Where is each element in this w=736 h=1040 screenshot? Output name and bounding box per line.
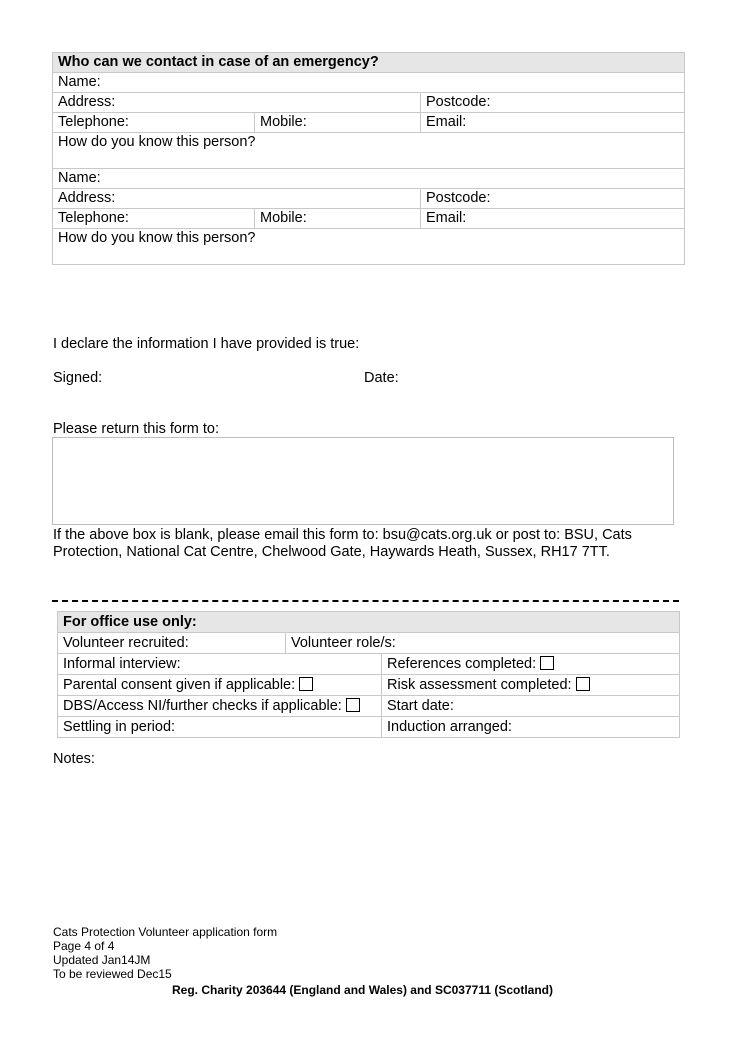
settling-in-field[interactable]: Settling in period: — [58, 717, 382, 738]
dbs-checks-cell — [58, 696, 382, 717]
references-completed-cell — [382, 654, 680, 675]
references-completed-checkbox[interactable] — [540, 656, 554, 670]
footer-charity-registration: Reg. Charity 203644 (England and Wales) and SC037711 (Scotland) — [172, 983, 554, 997]
contact2-relationship-field[interactable]: How do you know this person? — [53, 229, 685, 265]
start-date-field[interactable]: Start date: — [382, 696, 680, 717]
footer-review-date: To be reviewed Dec15 — [53, 967, 172, 981]
office-use-table — [57, 611, 680, 738]
return-fallback-line2: Protection, National Cat Centre, Chelwood Gate, Haywards Heath, Sussex, RH17 7TT. — [53, 544, 610, 560]
signed-label: Signed: — [53, 370, 103, 386]
contact2-address-field[interactable]: Address: — [53, 189, 421, 209]
volunteer-recruited-field[interactable]: Volunteer recruited: — [58, 633, 286, 654]
date-field[interactable] — [402, 366, 672, 388]
informal-interview-field[interactable]: Informal interview: — [58, 654, 382, 675]
office-heading: For office use only: — [58, 612, 680, 633]
footer-updated: Updated Jan14JM — [53, 953, 151, 967]
parental-consent-cell — [58, 675, 382, 696]
contact2-mobile-field[interactable]: Mobile: — [255, 209, 421, 229]
contact1-relationship-field[interactable]: How do you know this person? — [53, 133, 685, 169]
date-label: Date: — [364, 370, 399, 386]
contact2-postcode-field[interactable]: Postcode: — [421, 189, 685, 209]
volunteer-roles-field[interactable]: Volunteer role/s: — [286, 633, 680, 654]
return-prompt: Please return this form to: — [53, 421, 220, 437]
notes-label: Notes: — [53, 751, 95, 767]
risk-assessment-cell — [382, 675, 680, 696]
emergency-heading: Who can we contact in case of an emergency? — [53, 53, 685, 73]
footer-form-title: Cats Protection Volunteer application form — [53, 925, 278, 939]
contact1-postcode-field[interactable]: Postcode: — [421, 93, 685, 113]
contact2-telephone-field[interactable]: Telephone: — [53, 209, 255, 229]
notes-area[interactable] — [53, 772, 683, 912]
risk-assessment-label: Risk assessment completed: — [387, 677, 572, 693]
cut-line-divider — [52, 600, 679, 602]
contact1-telephone-field[interactable]: Telephone: — [53, 113, 255, 133]
induction-arranged-field[interactable]: Induction arranged: — [382, 717, 680, 738]
emergency-contact-table — [52, 52, 685, 265]
declaration-statement: I declare the information I have provided is true: — [53, 336, 360, 352]
return-address-box[interactable] — [52, 437, 674, 525]
contact2-email-field[interactable]: Email: — [421, 209, 685, 229]
parental-consent-checkbox[interactable] — [299, 677, 313, 691]
signature-field[interactable] — [103, 366, 353, 388]
contact1-email-field[interactable]: Email: — [421, 113, 685, 133]
footer-page-number: Page 4 of 4 — [53, 939, 115, 953]
contact2-name-field[interactable]: Name: — [53, 169, 685, 189]
dbs-checks-label: DBS/Access NI/further checks if applicable: — [63, 698, 342, 714]
references-completed-label: References completed: — [387, 656, 537, 672]
contact1-mobile-field[interactable]: Mobile: — [255, 113, 421, 133]
return-fallback-line1: If the above box is blank, please email this form to: bsu@cats.org.uk or post to: BSU, Cats — [53, 527, 632, 543]
risk-assessment-checkbox[interactable] — [576, 677, 590, 691]
contact1-address-field[interactable]: Address: — [53, 93, 421, 113]
dbs-checks-checkbox[interactable] — [346, 698, 360, 712]
contact1-name-field[interactable]: Name: — [53, 73, 685, 93]
parental-consent-label: Parental consent given if applicable: — [63, 677, 296, 693]
